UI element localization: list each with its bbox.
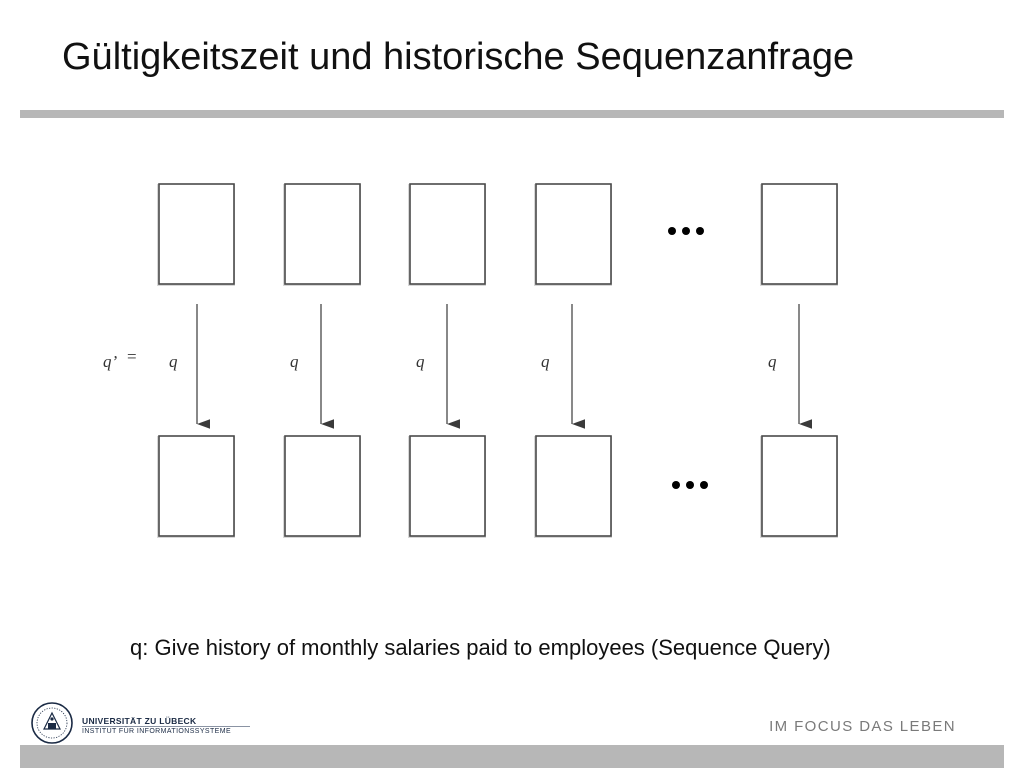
equals-sign: = [127,347,137,366]
bottom-box-3 [410,436,485,536]
query-arrows [103,304,799,424]
q-label: q [416,352,425,371]
top-box-3 [410,184,485,284]
top-ellipsis [668,227,704,235]
top-box-1 [159,184,234,284]
q-label: q [169,352,178,371]
q-prime-label: q’ [103,352,118,371]
bottom-box-4 [536,436,611,536]
bottom-box-5 [762,436,837,536]
footer-bar [20,745,1004,768]
top-box-2 [285,184,360,284]
bottom-ellipsis [672,481,708,489]
bottom-box-2 [285,436,360,536]
university-seal-icon [30,701,74,745]
top-row [157,184,838,286]
institute-name: INSTITUT FÜR INFORMATIONSSYSTEME [82,728,232,735]
top-box-4 [536,184,611,284]
query-description: q: Give history of monthly salaries paid to employees (Sequence Query) [130,635,831,660]
top-box-5 [762,184,837,284]
bottom-box-1 [159,436,234,536]
logo-divider [82,726,250,727]
q-label: q [541,352,550,371]
q-label: q [290,352,299,371]
university-logo [30,701,260,747]
university-motto: IM FOCUS DAS LEBEN [769,718,956,735]
university-name: UNIVERSITÄT ZU LÜBECK [82,716,197,726]
q-label: q [768,352,777,371]
page-title: Gültigkeitszeit und historische Sequenzanfrage [62,36,855,78]
bottom-row [157,436,838,538]
